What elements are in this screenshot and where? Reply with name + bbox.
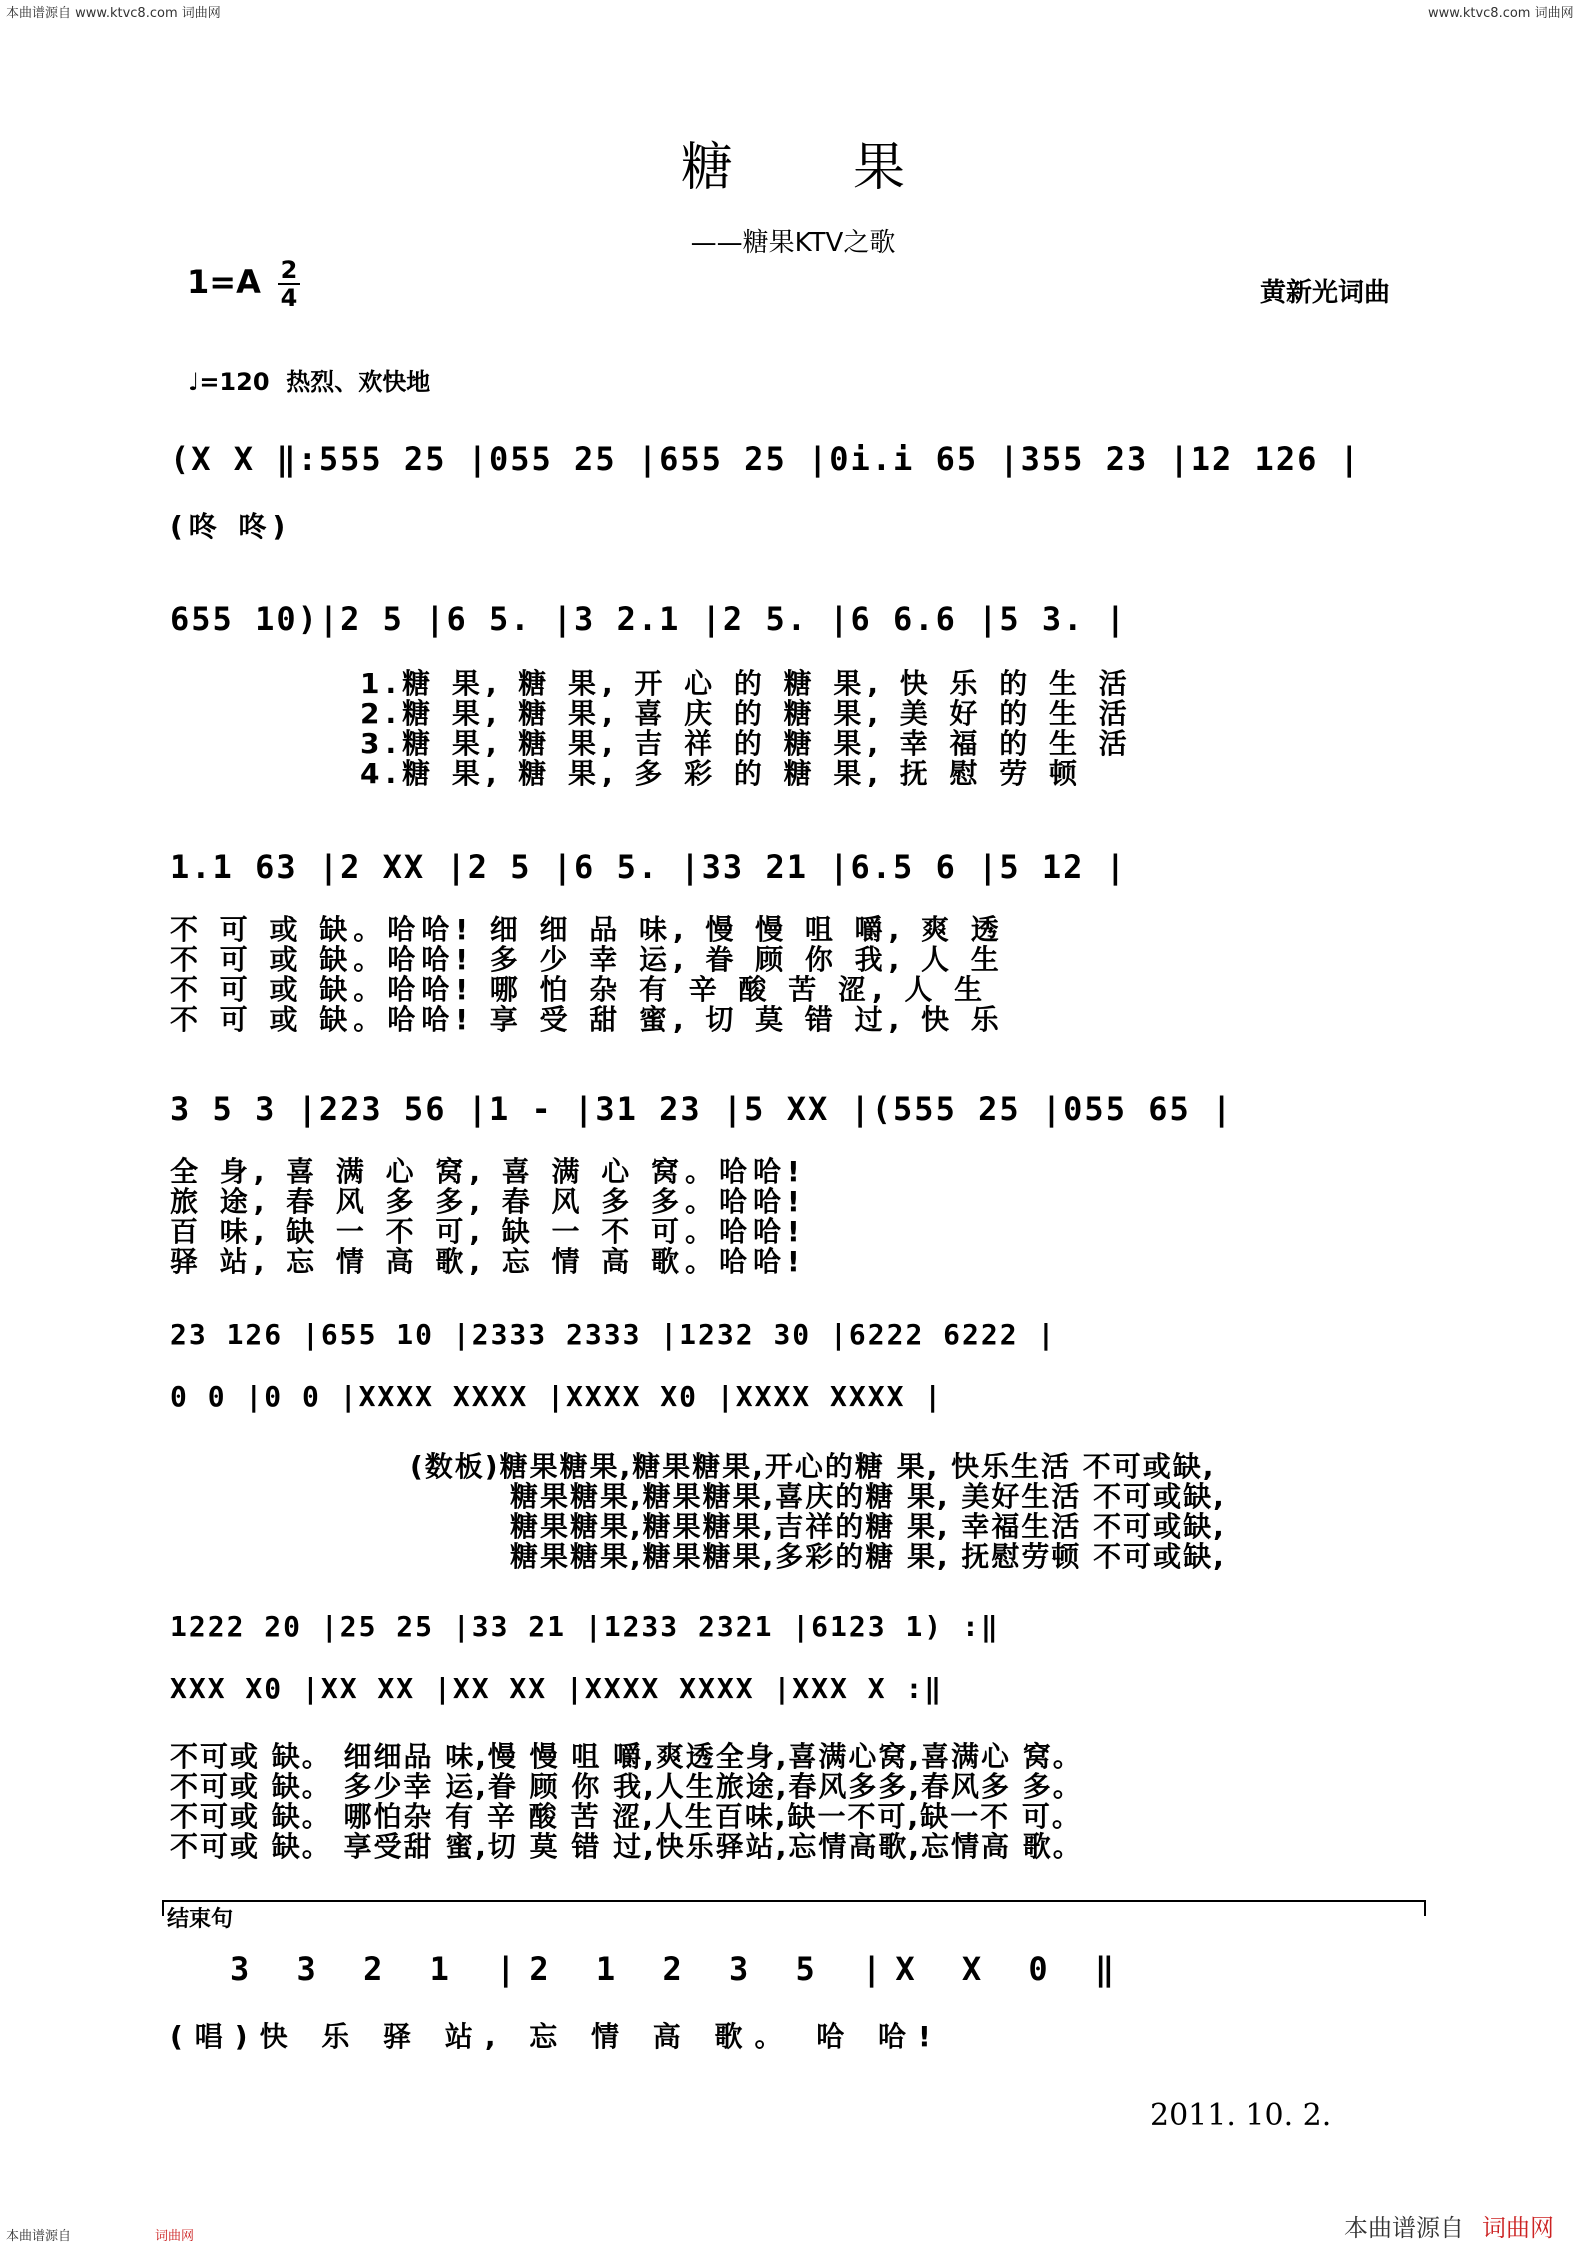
author: 黄新光词曲: [1260, 278, 1391, 308]
score-line-4-lyric-1: 全 身, 喜 满 心 窝, 喜 满 心 窝。哈哈!: [170, 1155, 806, 1188]
score-line-6-lyric-1: 不可或 缺。 细细品 味,慢 慢 咀 嚼,爽透全身,喜满心窝,喜满心 窝。: [170, 1740, 1083, 1773]
score-line-5-lyric-4: 糖果糖果,糖果糖果,多彩的糖 果, 抚慰劳顿 不可或缺,: [510, 1540, 1226, 1573]
score-line-5-notes2: 0 0 |0 0 |XXXX XXXX |XXXX X0 |XXXX XXXX |: [170, 1380, 944, 1413]
score-line-2-lyric-2: 2.糖 果, 糖 果, 喜 庆 的 糖 果, 美 好 的 生 活: [360, 697, 1133, 730]
score-line-5-notes: 23 126 |655 10 |2333 2333 |1232 30 |6222 6222 |: [170, 1318, 1057, 1351]
key-signature: 1=A: [187, 263, 261, 301]
score-line-4-lyric-2: 旅 途, 春 风 多 多, 春 风 多 多。哈哈!: [170, 1185, 806, 1218]
score-line-4-lyric-4: 驿 站, 忘 情 高 歌, 忘 情 高 歌。哈哈!: [170, 1245, 806, 1278]
date: 2011. 10. 2.: [1150, 2098, 1332, 2133]
score-line-2-lyric-1: 1.糖 果, 糖 果, 开 心 的 糖 果, 快 乐 的 生 活: [360, 667, 1133, 700]
watermark-bottom-right-b: 词曲网: [1482, 2214, 1554, 2242]
ending-notes: 3 3 2 1 |2 1 2 3 5 |X X 0 ‖: [230, 1950, 1129, 1988]
watermark-top-right: www.ktvc8.com 词曲网: [1428, 6, 1574, 21]
time-signature-bottom: 4: [280, 284, 298, 312]
score-line-4-notes: 3 5 3 |223 56 |1 - |31 23 |5 XX |(555 25 |055 65 |: [170, 1090, 1234, 1128]
time-signature-top: 2: [280, 256, 298, 284]
score-line-2-lyric-4: 4.糖 果, 糖 果, 多 彩 的 糖 果, 抚 慰 劳 顿: [360, 757, 1084, 790]
score-line-4-lyric-3: 百 味, 缺 一 不 可, 缺 一 不 可。哈哈!: [170, 1215, 806, 1248]
score-line-3-lyric-3: 不 可 或 缺。哈哈! 哪 怕 杂 有 辛 酸 苦 涩, 人 生: [170, 973, 989, 1006]
score-line-2-lyric-3: 3.糖 果, 糖 果, 吉 祥 的 糖 果, 幸 福 的 生 活: [360, 727, 1133, 760]
score-line-3-lyric-1: 不 可 或 缺。哈哈! 细 细 品 味, 慢 慢 咀 嚼, 爽 透: [170, 913, 1005, 946]
page-title: 糖果: [680, 138, 1025, 198]
score-line-6-notes2: XXX X0 |XX XX |XX XX |XXXX XXXX |XXX X :‖: [170, 1672, 944, 1705]
ending-label: 结束句: [167, 1907, 234, 1932]
watermark-bottom-left-a: 本曲谱源自: [6, 2229, 72, 2244]
score-line-2-notes: 655 10)|2 5 |6 5. |3 2.1 |2 5. |6 6.6 |5 3. |: [170, 600, 1127, 638]
watermark-bottom-right-a: 本曲谱源自: [1344, 2214, 1464, 2242]
time-signature: [278, 258, 300, 310]
score-line-5-lyric-2: 糖果糖果,糖果糖果,喜庆的糖 果, 美好生活 不可或缺,: [510, 1480, 1226, 1513]
score-line-1-notes: (X X ‖:555 25 |055 25 |655 25 |0i.i 65 |355 23 |12 126 |: [170, 440, 1361, 478]
ending-lyric: (唱)快 乐 驿 站, 忘 情 高 歌。 哈 哈!: [170, 2020, 943, 2053]
watermark-bottom-left-b: 词曲网: [155, 2229, 195, 2244]
score-line-3-lyric-2: 不 可 或 缺。哈哈! 多 少 幸 运, 眷 顾 你 我, 人 生: [170, 943, 1005, 976]
score-line-1-lyric: (咚 咚): [170, 510, 292, 543]
score-line-6-lyric-3: 不可或 缺。 哪怕杂 有 辛 酸 苦 涩,人生百味,缺一不可,缺一不 可。: [170, 1800, 1082, 1833]
score-line-3-lyric-4: 不 可 或 缺。哈哈! 享 受 甜 蜜, 切 莫 错 过, 快 乐: [170, 1003, 1005, 1036]
score-line-5-lyric-3: 糖果糖果,糖果糖果,吉祥的糖 果, 幸福生活 不可或缺,: [510, 1510, 1226, 1543]
score-line-6-lyric-4: 不可或 缺。 享受甜 蜜,切 莫 错 过,快乐驿站,忘情高歌,忘情高 歌。: [170, 1830, 1083, 1863]
score-line-5-lyric-1: (数板)糖果糖果,糖果糖果,开心的糖 果, 快乐生活 不可或缺,: [410, 1450, 1216, 1483]
score-line-6-lyric-2: 不可或 缺。 多少幸 运,眷 顾 你 我,人生旅途,春风多多,春风多 多。: [170, 1770, 1083, 1803]
tempo-marking: ♩=120 热烈、欢快地: [188, 368, 431, 396]
ending-frame: [162, 1900, 1426, 1916]
watermark-top-left: 本曲谱源自 www.ktvc8.com 词曲网: [6, 6, 221, 21]
score-line-6-notes: 1222 20 |25 25 |33 21 |1233 2321 |6123 1) :‖: [170, 1610, 1000, 1643]
score-line-3-notes: 1.1 63 |2 XX |2 5 |6 5. |33 21 |6.5 6 |5 12 |: [170, 848, 1127, 886]
subtitle: ——糖果KTV之歌: [690, 228, 896, 258]
